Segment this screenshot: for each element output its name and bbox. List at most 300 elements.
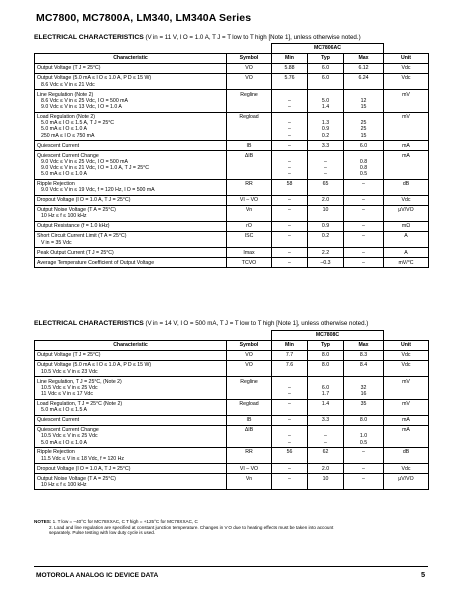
table-row xyxy=(35,399,429,415)
table-row xyxy=(35,350,429,360)
typ-cell xyxy=(308,222,344,232)
characteristic-text: 8.6 Vdc ≤ V in ≤ 25 Vdc, I O = 500 mA xyxy=(41,97,128,104)
table-row xyxy=(35,248,429,258)
characteristic-text: Quiescent Current xyxy=(37,142,80,149)
max-value: – xyxy=(362,233,365,240)
max-cell xyxy=(344,141,384,151)
characteristic-text: Output Resistance (f = 1.0 kHz) xyxy=(37,223,110,230)
typ-cell xyxy=(308,63,344,73)
column-header: Typ xyxy=(308,53,344,63)
unit-cell: Vdc xyxy=(384,73,429,89)
max-cell xyxy=(344,350,384,360)
typ-value: 3.3 xyxy=(321,417,330,424)
unit-cell: μV/VO xyxy=(384,205,429,221)
characteristic-cell xyxy=(35,360,227,376)
electrical-characteristics-table-2 xyxy=(34,330,429,490)
min-value: – xyxy=(288,103,291,110)
max-value: – xyxy=(362,475,365,482)
table-row xyxy=(35,73,429,89)
table2-heading xyxy=(34,320,368,327)
typ-cell xyxy=(308,232,344,248)
min-value: – xyxy=(288,158,291,165)
symbol-cell: Vn xyxy=(227,474,272,490)
typ-value: 0.2 xyxy=(321,233,330,240)
min-value: – xyxy=(288,223,291,230)
max-value: – xyxy=(362,449,365,456)
max-value: 25 xyxy=(360,120,367,127)
table1-conditions: (V in = 11 V, I O = 1.0 A, T J = T low to T high [Note 1], unless otherwise noted.) xyxy=(145,34,361,41)
symbol-cell: RR xyxy=(227,179,272,195)
typ-cell xyxy=(308,141,344,151)
max-cell xyxy=(344,63,384,73)
max-value: 8.3 xyxy=(359,352,368,359)
unit-cell: mV/°C xyxy=(384,258,429,268)
symbol-cell: ISC xyxy=(227,232,272,248)
min-cell xyxy=(272,377,308,399)
typ-value: 8.0 xyxy=(321,352,330,359)
table-row xyxy=(35,232,429,248)
max-cell xyxy=(344,360,384,376)
min-cell xyxy=(272,63,308,73)
typ-cell xyxy=(308,464,344,474)
max-value: 6.0 xyxy=(359,142,368,149)
characteristic-text: Output Voltage (T J = 25°C) xyxy=(37,65,101,72)
device-name: MC7808C xyxy=(272,331,384,341)
characteristic-text: Short Circuit Current Limit (T A = 25°C) xyxy=(37,233,127,240)
min-cell xyxy=(272,415,308,425)
symbol-cell: VO xyxy=(227,360,272,376)
min-value: – xyxy=(288,439,291,446)
min-cell xyxy=(272,141,308,151)
symbol-cell: RR xyxy=(227,448,272,464)
characteristic-text: 10.5 Vdc ≤ V in ≤ 25 Vdc xyxy=(41,384,98,391)
characteristic-text: Average Temperature Coefficient of Output Voltage xyxy=(37,259,155,266)
characteristic-text: Output Voltage (T J = 25°C) xyxy=(37,352,101,359)
symbol-cell: VI – VO xyxy=(227,195,272,205)
column-header: Characteristic xyxy=(35,340,227,350)
max-value: – xyxy=(362,197,365,204)
characteristic-text: 9.0 Vdc ≤ V in ≤ 13 Vdc, I O = 1.0 A xyxy=(41,103,122,110)
max-value: 35 xyxy=(360,400,367,407)
column-header: Characteristic xyxy=(35,53,227,63)
characteristic-cell xyxy=(35,258,227,268)
unit-cell: mV xyxy=(384,112,429,141)
characteristic-cell xyxy=(35,415,227,425)
min-value: – xyxy=(288,400,291,407)
typ-value: 10 xyxy=(322,475,329,482)
min-cell xyxy=(272,151,308,180)
min-value: – xyxy=(288,465,291,472)
table-row xyxy=(35,448,429,464)
characteristic-text: 10.5 Vdc ≤ V in ≤ 25 Vdc xyxy=(41,433,98,440)
characteristic-cell xyxy=(35,141,227,151)
typ-value: 1.7 xyxy=(321,390,330,397)
characteristic-text: Quiescent Current xyxy=(37,417,80,424)
min-value: – xyxy=(288,259,291,266)
max-value: 16 xyxy=(360,390,367,397)
table-row xyxy=(35,258,429,268)
unit-cell: dB xyxy=(384,179,429,195)
max-value: – xyxy=(362,259,365,266)
min-value: – xyxy=(288,142,291,149)
symbol-cell: IB xyxy=(227,415,272,425)
max-cell xyxy=(344,205,384,221)
characteristic-cell xyxy=(35,474,227,490)
max-cell xyxy=(344,112,384,141)
max-value: 15 xyxy=(360,132,367,139)
max-value: 8.4 xyxy=(359,362,368,369)
table-row xyxy=(35,415,429,425)
max-cell xyxy=(344,195,384,205)
unit-cell: Vdc xyxy=(384,464,429,474)
max-cell xyxy=(344,474,384,490)
typ-value: –0.3 xyxy=(320,259,331,266)
typ-cell xyxy=(308,151,344,180)
min-value: – xyxy=(288,249,291,256)
max-value: 0.5 xyxy=(359,171,368,178)
characteristic-text: 9.0 Vdc ≤ V in ≤ 25 Vdc, I O = 500 mA xyxy=(41,158,128,165)
max-value: 1.0 xyxy=(359,433,368,440)
max-cell xyxy=(344,222,384,232)
table-row xyxy=(35,90,429,112)
typ-value: 0.9 xyxy=(321,126,330,133)
min-value: – xyxy=(288,120,291,127)
symbol-cell: ΔIB xyxy=(227,425,272,447)
characteristic-text: 250 mA ≤ I O ≤ 750 mA xyxy=(41,132,95,139)
table-row xyxy=(35,112,429,141)
max-cell xyxy=(344,248,384,258)
characteristic-text: Dropout Voltage (I O = 1.0 A, T J = 25°C) xyxy=(37,465,131,472)
min-value: – xyxy=(288,164,291,171)
table-row xyxy=(35,141,429,151)
typ-value: 6.0 xyxy=(321,65,330,72)
footer-divider xyxy=(34,566,428,567)
symbol-cell: VI – VO xyxy=(227,464,272,474)
min-value: – xyxy=(288,475,291,482)
note-2-continued: separately. Pulse testing with low duty cycle is used. xyxy=(49,530,156,536)
characteristic-cell xyxy=(35,179,227,195)
max-value: 0.8 xyxy=(359,164,368,171)
max-cell xyxy=(344,377,384,399)
max-cell xyxy=(344,415,384,425)
typ-value: 0.2 xyxy=(321,132,330,139)
unit-cell: mV xyxy=(384,399,429,415)
typ-value: 65 xyxy=(322,181,329,188)
characteristic-text: Output Noise Voltage (T A = 25°C) xyxy=(37,207,116,214)
typ-cell xyxy=(308,112,344,141)
characteristic-text: 9.0 Vdc ≤ V in ≤ 21 Vdc, I O = 1.0 A, T J = 25°C xyxy=(41,164,149,171)
column-header: Min xyxy=(272,340,308,350)
min-cell xyxy=(272,195,308,205)
note-1: 1. T low = –40°C for MC78XXAC, C T high = +125°C for MC78XXAC, C xyxy=(52,519,198,524)
min-value: – xyxy=(288,233,291,240)
unit-cell: mA xyxy=(384,151,429,180)
typ-cell xyxy=(308,415,344,425)
max-cell xyxy=(344,179,384,195)
characteristic-text: Dropout Voltage (I O = 1.0 A, T J = 25°C) xyxy=(37,197,131,204)
characteristic-text: Load Regulation, T J = 25°C (Note 2) xyxy=(37,400,123,407)
min-cell xyxy=(272,360,308,376)
column-header: Unit xyxy=(384,340,429,350)
page-title: MC7800, MC7800A, LM340, LM340A Series xyxy=(36,12,252,24)
min-cell xyxy=(272,112,308,141)
characteristic-text: Output Voltage (5.0 mA ≤ I O ≤ 1.0 A, P D ≤ 15 W) xyxy=(37,75,152,82)
unit-cell: Vdc xyxy=(384,350,429,360)
table1-body xyxy=(35,63,429,267)
characteristic-text: Quiescent Current Change xyxy=(37,427,99,434)
unit-cell: dB xyxy=(384,448,429,464)
typ-cell xyxy=(308,399,344,415)
max-value: 6.12 xyxy=(358,65,369,72)
characteristic-text: 9.0 Vdc ≤ V in ≤ 19 Vdc, f = 120 Hz, I O = 500 mA xyxy=(41,187,155,194)
unit-cell: Vdc xyxy=(384,63,429,73)
table-row xyxy=(35,222,429,232)
min-value: – xyxy=(288,126,291,133)
typ-value: 1.3 xyxy=(321,120,330,127)
column-header: Symbol xyxy=(227,53,272,63)
characteristic-cell xyxy=(35,248,227,258)
characteristic-text: 5.0 mA ≤ I O ≤ 1.5 A xyxy=(41,407,87,414)
max-value: 25 xyxy=(360,126,367,133)
typ-cell xyxy=(308,73,344,89)
typ-cell xyxy=(308,425,344,447)
max-cell xyxy=(344,151,384,180)
symbol-cell: TCVO xyxy=(227,258,272,268)
typ-cell xyxy=(308,474,344,490)
table-row xyxy=(35,425,429,447)
min-value: – xyxy=(288,384,291,391)
min-value: – xyxy=(288,417,291,424)
min-value: – xyxy=(288,197,291,204)
symbol-cell: Vn xyxy=(227,205,272,221)
symbol-cell: Regline xyxy=(227,90,272,112)
unit-cell: mV xyxy=(384,377,429,399)
typ-cell xyxy=(308,258,344,268)
typ-cell xyxy=(308,195,344,205)
characteristic-text: 10 Hz ≤ f ≤ 100 kHz xyxy=(41,213,87,220)
characteristic-text: Peak Output Current (T J = 25°C) xyxy=(37,249,114,256)
column-header: Max xyxy=(344,340,384,350)
typ-value: 1.4 xyxy=(321,400,330,407)
table-row xyxy=(35,151,429,180)
typ-value: 1.4 xyxy=(321,103,330,110)
min-cell xyxy=(272,222,308,232)
min-cell xyxy=(272,474,308,490)
characteristic-cell xyxy=(35,425,227,447)
characteristic-cell xyxy=(35,464,227,474)
max-cell xyxy=(344,464,384,474)
min-cell xyxy=(272,448,308,464)
typ-cell xyxy=(308,90,344,112)
characteristic-text: 10 Hz ≤ f ≤ 100 kHz xyxy=(41,481,87,488)
max-value: 12 xyxy=(360,97,367,104)
min-cell xyxy=(272,258,308,268)
typ-cell xyxy=(308,350,344,360)
column-header: Min xyxy=(272,53,308,63)
typ-value: 2.2 xyxy=(321,249,330,256)
min-value: 58 xyxy=(286,181,293,188)
min-cell xyxy=(272,232,308,248)
unit-cell: mA xyxy=(384,415,429,425)
symbol-cell: rO xyxy=(227,222,272,232)
characteristic-text: 5.0 mA ≤ I O ≤ 1.5 A, T J = 25°C xyxy=(41,120,115,127)
min-cell xyxy=(272,73,308,89)
symbol-cell: IB xyxy=(227,141,272,151)
characteristic-text: Load Regulation (Note 2) xyxy=(37,113,95,120)
typ-cell xyxy=(308,179,344,195)
min-value: – xyxy=(288,207,291,214)
table1-title: ELECTRICAL CHARACTERISTICS xyxy=(34,34,144,41)
characteristic-text: 11 Vdc ≤ V in ≤ 17 Vdc xyxy=(41,390,93,397)
characteristic-text: 5.0 mA ≤ I O ≤ 1.0 A xyxy=(41,126,87,133)
characteristic-text: Output Voltage (5.0 mA ≤ I O ≤ 1.0 A, P D ≤ 15 W) xyxy=(37,362,152,369)
table-row xyxy=(35,179,429,195)
min-value: 7.7 xyxy=(285,352,294,359)
symbol-cell: Regline xyxy=(227,377,272,399)
max-value: 0.5 xyxy=(359,439,368,446)
table-row xyxy=(35,474,429,490)
max-value: 15 xyxy=(360,103,367,110)
symbol-cell: Imax xyxy=(227,248,272,258)
min-value: 5.88 xyxy=(284,65,295,72)
typ-value: – xyxy=(324,433,327,440)
column-header: Unit xyxy=(384,53,429,63)
typ-value: 5.0 xyxy=(321,97,330,104)
table-row xyxy=(35,63,429,73)
typ-value: 3.3 xyxy=(321,142,330,149)
characteristic-cell xyxy=(35,63,227,73)
typ-cell xyxy=(308,248,344,258)
characteristic-cell xyxy=(35,205,227,221)
typ-value: 6.0 xyxy=(321,75,330,82)
min-value: – xyxy=(288,132,291,139)
characteristic-text: 10.5 Vdc ≤ V in ≤ 23 Vdc xyxy=(41,368,98,375)
typ-value: – xyxy=(324,164,327,171)
symbol-cell: Regload xyxy=(227,112,272,141)
unit-cell: A xyxy=(384,232,429,248)
max-cell xyxy=(344,425,384,447)
min-cell xyxy=(272,248,308,258)
characteristic-text: Ripple Rejection xyxy=(37,181,75,188)
characteristic-text: Line Regulation (Note 2) xyxy=(37,91,94,98)
min-cell xyxy=(272,399,308,415)
max-value: 6.24 xyxy=(358,75,369,82)
table1-heading xyxy=(34,34,361,41)
max-value: 0.8 xyxy=(359,158,368,165)
min-cell xyxy=(272,179,308,195)
characteristic-cell xyxy=(35,112,227,141)
notes xyxy=(34,519,430,536)
characteristic-cell xyxy=(35,377,227,399)
characteristic-text: Ripple Rejection xyxy=(37,449,75,456)
max-cell xyxy=(344,399,384,415)
unit-cell: mA xyxy=(384,141,429,151)
characteristic-text: Line Regulation, T J = 25°C, (Note 2) xyxy=(37,378,122,385)
min-value: – xyxy=(288,390,291,397)
table-row xyxy=(35,360,429,376)
max-value: – xyxy=(362,465,365,472)
characteristic-text: 5.0 mA ≤ I O ≤ 1.0 A xyxy=(41,439,87,446)
characteristic-cell xyxy=(35,90,227,112)
unit-cell: Vdc xyxy=(384,195,429,205)
characteristic-cell xyxy=(35,350,227,360)
typ-value: 62 xyxy=(322,449,329,456)
table-row xyxy=(35,464,429,474)
min-cell xyxy=(272,425,308,447)
device-name: MC7806AC xyxy=(272,44,384,54)
typ-value: 2.0 xyxy=(321,465,330,472)
symbol-cell: VO xyxy=(227,73,272,89)
min-value: 7.6 xyxy=(285,362,294,369)
min-value: 56 xyxy=(286,449,293,456)
column-header: Typ xyxy=(308,340,344,350)
column-header: Symbol xyxy=(227,340,272,350)
symbol-cell: VO xyxy=(227,350,272,360)
characteristic-cell xyxy=(35,232,227,248)
unit-cell: A xyxy=(384,248,429,258)
min-value: – xyxy=(288,97,291,104)
typ-value: – xyxy=(324,171,327,178)
typ-cell xyxy=(308,205,344,221)
table-row xyxy=(35,205,429,221)
max-value: – xyxy=(362,249,365,256)
page-number: 5 xyxy=(421,570,426,579)
symbol-cell: ΔIB xyxy=(227,151,272,180)
typ-value: 8.0 xyxy=(321,362,330,369)
table2-title: ELECTRICAL CHARACTERISTICS xyxy=(34,320,144,327)
unit-cell: Vdc xyxy=(384,360,429,376)
min-cell xyxy=(272,90,308,112)
table-row xyxy=(35,377,429,399)
typ-cell xyxy=(308,448,344,464)
max-value: – xyxy=(362,181,365,188)
typ-value: – xyxy=(324,439,327,446)
max-cell xyxy=(344,448,384,464)
typ-cell xyxy=(308,377,344,399)
unit-cell: μV/VO xyxy=(384,474,429,490)
typ-value: 2.0 xyxy=(321,197,330,204)
notes-label: NOTES: xyxy=(34,519,52,524)
max-cell xyxy=(344,90,384,112)
table2-conditions: (V in = 14 V, I O = 500 mA, T J = T low to T high [Note 1], unless otherwise noted.) xyxy=(145,320,369,327)
min-value: 5.76 xyxy=(284,75,295,82)
max-cell xyxy=(344,73,384,89)
characteristic-cell xyxy=(35,151,227,180)
min-cell xyxy=(272,350,308,360)
typ-value: 0.9 xyxy=(321,223,330,230)
symbol-cell: VO xyxy=(227,63,272,73)
table2-body xyxy=(35,350,429,489)
typ-cell xyxy=(308,360,344,376)
min-cell xyxy=(272,464,308,474)
max-value: – xyxy=(362,223,365,230)
note-2: 2. Load and line regulation are specified at constant junction temperature. Changes in V O due to heating effects must be taken into account xyxy=(49,524,334,530)
characteristic-text: 8.6 Vdc ≤ V in ≤ 21 Vdc xyxy=(41,81,95,88)
max-cell xyxy=(344,258,384,268)
characteristic-cell xyxy=(35,222,227,232)
symbol-cell: Regload xyxy=(227,399,272,415)
typ-value: 6.0 xyxy=(321,384,330,391)
characteristic-text: 11.5 Vdc ≤ V in ≤ 18 Vdc, f = 120 Hz xyxy=(41,455,124,462)
typ-value: – xyxy=(324,158,327,165)
typ-value: 10 xyxy=(322,207,329,214)
max-value: 8.0 xyxy=(359,417,368,424)
characteristic-text: 5.0 mA ≤ I O ≤ 1.0 A xyxy=(41,171,87,178)
table-row xyxy=(35,195,429,205)
min-value: – xyxy=(288,433,291,440)
characteristic-text: Quiescent Current Change xyxy=(37,152,99,159)
max-value: – xyxy=(362,207,365,214)
